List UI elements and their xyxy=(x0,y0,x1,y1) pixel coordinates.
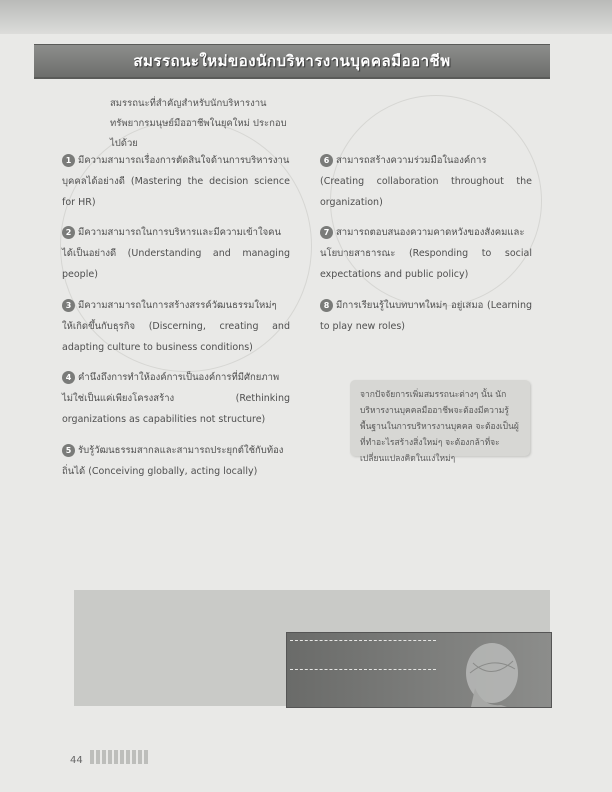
competency-item-7 xyxy=(320,222,532,285)
top-shade xyxy=(0,0,612,34)
page-title: สมรรถนะใหม่ของนักบริหารงานบุคคลมืออาชีพ xyxy=(133,52,451,70)
number-badge: 8 xyxy=(320,299,333,312)
competency-item-2 xyxy=(62,222,290,285)
competency-item-4 xyxy=(62,367,290,430)
title-banner xyxy=(34,44,550,79)
competency-text: มีความสามารถในการบริหารและมีความเข้าใจคนได้เป็นอย่างดี (Understanding and managing people) xyxy=(62,227,290,280)
competency-text: มีความสามารถในการสร้างสรรค์วัฒนธรรมใหม่ๆ ให้เกิดขึ้นกับธุรกิจ (Discerning, creating and adapting culture to business conditions) xyxy=(62,300,290,353)
competency-text: มีความสามารถเรื่องการตัดสินใจด้านการบริหารงานบุคคลได้อย่างดี (Mastering the decision science for HR) xyxy=(62,155,290,208)
competency-text: มีการเรียนรู้ในบทบาทใหม่ๆ อยู่เสมอ (Learning to play new roles) xyxy=(320,300,532,332)
competency-item-6 xyxy=(320,150,532,213)
competency-item-8 xyxy=(320,295,532,337)
callout-text: จากปัจจัยการเพิ่มสมรรถนะต่างๆ นั้น นักบริหารงานบุคคลมืออาชีพจะต้องมีความรู้พื้นฐานในการบริหารงานบุคคล จะต้องเป็นผู้ที่ทำอะไรสร้างสิ่งใหม่ๆ จะต้องกล้าที่จะเปลี่ยนแปลงคิดในแง่ใหม่ๆ xyxy=(360,390,519,464)
number-badge: 1 xyxy=(62,154,75,167)
competency-item-5 xyxy=(62,440,290,482)
competency-text: คำนึงถึงการทำให้องค์การเป็นองค์การที่มีศักยภาพ ไม่ใช่เป็นแค่เพียงโครงสร้าง (Rethinking organizations as capabilities not structure) xyxy=(62,372,290,425)
competency-item-1 xyxy=(62,150,290,213)
intro-paragraph: สมรรถนะที่สำคัญสำหรับนักบริหารงานทรัพยากรมนุษย์มืออาชีพในยุคใหม่ ประกอบไปด้วย xyxy=(110,98,287,149)
number-badge: 2 xyxy=(62,226,75,239)
number-badge: 3 xyxy=(62,299,75,312)
competency-item-3 xyxy=(62,295,290,358)
page-number: 44 xyxy=(70,755,83,766)
number-badge: 5 xyxy=(62,444,75,457)
competency-text: สามารถสร้างความร่วมมือในองค์การ (Creating collaboration throughout the organization) xyxy=(320,155,532,208)
number-badge: 7 xyxy=(320,226,333,239)
footer-decoration xyxy=(90,750,150,764)
competency-text: สามารถตอบสนองความคาดหวังของสังคมและนโยบายสาธารณะ (Responding to social expectations and public policy) xyxy=(320,227,532,280)
number-badge: 6 xyxy=(320,154,333,167)
number-badge: 4 xyxy=(62,371,75,384)
competency-text: รับรู้วัฒนธรรมสากลและสามารถประยุกต์ใช้กับท้องถิ่นได้ (Conceiving globally, acting locally) xyxy=(62,445,284,477)
callout-box xyxy=(350,380,530,464)
caption-lines xyxy=(290,640,436,670)
